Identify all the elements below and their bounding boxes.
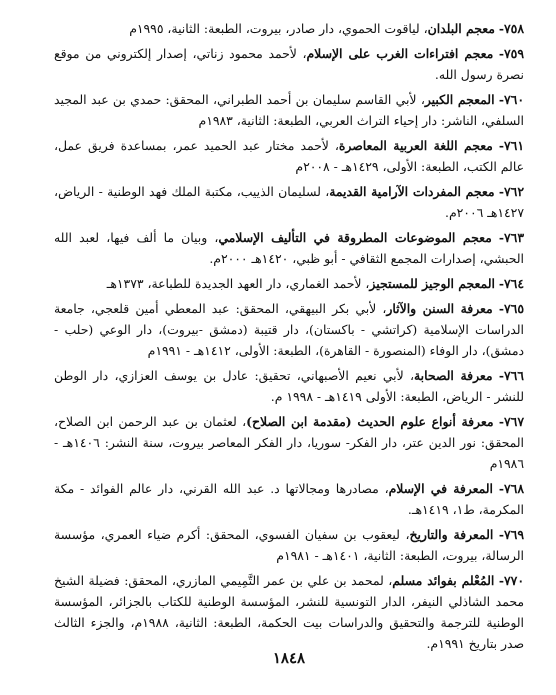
bibliography-entry — [54, 43, 524, 85]
entry-number: ٧٦٥- — [498, 301, 524, 316]
bibliography-entry — [54, 411, 524, 474]
bibliography-entry — [54, 18, 524, 39]
entry-number: ٧٦٣- — [498, 230, 524, 245]
entry-details: ، لأحمد محمود زناتي، إصدار إلكتروني من موقع نصرة رسول الله. — [54, 46, 524, 82]
entry-details: ، وبيان ما ألف فيها، لعبد الله الحبشي، إصدارات المجمع الثقافي - أبو ظبي، ١٤٢٠هـ ٢٠٠٠م. — [54, 230, 524, 266]
entry-title: المعرفة والتاريخ — [409, 527, 494, 542]
entry-details: ، مصادرها ومجالاتها د. عبد الله القرني، دار عالم الفوائد - مكة المكرمة، ط١، ١٤١٩هـ. — [54, 481, 524, 517]
entry-details: ، لمحمد بن علي بن عمر التَّمِيمي المازري، المحقق: فضيلة الشيخ محمد الشاذلي النيفر، الدار التونسية للنشر، المؤسسة الوطنية للكتاب بالجزائر، المؤسسة الوطنية للترجمة والتحقيق والدراسات بيت الحكمة، الطبعة: الثانية، ١٩٨٨م، والجزء الثالث صدر بتاريخ ١٩٩١م. — [54, 573, 524, 651]
entry-title: معرفة السنن والآثار — [386, 301, 493, 316]
entry-title: معجم افتراءات الغرب على الإسلام — [306, 46, 494, 61]
entry-number: ٧٦٧- — [498, 414, 524, 429]
entry-details: ، لياقوت الحموي، دار صادر، بيروت، الطبعة: الثانية، ١٩٩٥م — [129, 21, 428, 36]
entry-number: ٧٦٠- — [498, 92, 524, 107]
bibliography-entry — [54, 273, 524, 294]
bibliography-entry — [54, 298, 524, 361]
entry-title: المُعْلم بفوائد مسلم — [392, 573, 495, 588]
entry-details: ، لأبي القاسم سليمان بن أحمد الطبراني، المحقق: حمدي بن عبد المجيد السلفي، الناشر: دار إحياء التراث العربي، الطبعة: الثانية، ١٩٨٣م — [54, 92, 524, 128]
bibliography-entry — [54, 227, 524, 269]
entry-title: معجم اللغة العربية المعاصرة — [338, 138, 493, 153]
entry-title: معجم البلدان — [427, 21, 495, 36]
entry-number: ٧٦٨- — [498, 481, 524, 496]
bibliography-entry — [54, 181, 524, 223]
entry-title: معجم المفردات الآرامية القديمة — [329, 184, 495, 199]
entry-title: معرفة أنواع علوم الحديث (مقدمة ابن الصلاح) — [246, 414, 494, 429]
page-number: ١٨٤٨ — [272, 649, 306, 667]
entry-number: ٧٦٦- — [498, 368, 524, 383]
bibliography-entry — [54, 570, 524, 654]
bibliography-entry — [54, 135, 524, 177]
entry-title: معرفة الصحابة — [414, 368, 493, 383]
bibliography-list — [54, 18, 524, 654]
entry-number: ٧٧٠- — [498, 573, 524, 588]
entry-details: ، لأبي بكر البيهقي، المحقق: عبد المعطي أمين قلعجي، جامعة الدراسات الإسلامية (كراتشي - باكستان)، دار قتيبة (دمشق -بيروت)، دار الوعي (حلب - دمشق)، دار الوفاء (المنصورة - القاهرة)، الطبعة: الأولى، ١٤١٢هـ - ١٩٩١م — [54, 301, 524, 358]
bibliography-page — [54, 18, 524, 678]
entry-title: معجم الموضوعات المطروقة في التأليف الإسلامي — [218, 230, 492, 245]
entry-details: ، ليعقوب بن سفيان الفسوي، المحقق: أكرم ضياء العمري، مؤسسة الرسالة، بيروت، الطبعة: الثانية، ١٤٠١هـ - ١٩٨١م — [54, 527, 524, 563]
entry-number: ٧٦٢- — [498, 184, 524, 199]
entry-details: ، لسليمان الذييب، مكتبة الملك فهد الوطنية - الرياض، ١٤٢٧هـ ٢٠٠٦م. — [54, 184, 524, 220]
entry-number: ٧٥٩- — [498, 46, 524, 61]
entry-details: ، لأحمد مختار عبد الحميد عمر، بمساعدة فريق عمل، عالم الكتب، الطبعة: الأولى، ١٤٢٩هـ - ٢٠٠٨م — [54, 138, 524, 174]
entry-number: ٧٦٩- — [498, 527, 524, 542]
entry-title: المعجم الكبير — [424, 92, 495, 107]
entry-details: ، لعثمان بن عبد الرحمن ابن الصلاح، المحقق: نور الدين عتر، دار الفكر- سوريا، دار الفكر المعاصر بيروت، سنة النشر: ١٤٠٦هـ - ١٩٨٦م — [54, 414, 524, 471]
bibliography-entry — [54, 524, 524, 566]
entry-title: المعرفة في الإسلام — [388, 481, 493, 496]
entry-number: ٧٦٤- — [498, 276, 524, 291]
entry-details: ، لأبي نعيم الأصبهاني، تحقيق: عادل بن يوسف العزازي، دار الوطن للنشر - الرياض، الطبعة: الأولى ١٤١٩هـ - ١٩٩٨ م. — [54, 368, 524, 404]
bibliography-entry — [54, 89, 524, 131]
entry-number: ٧٥٨- — [498, 21, 524, 36]
entry-details: ، لأحمد الغماري، دار العهد الجديدة للطباعة، ١٣٧٣هـ — [106, 276, 370, 291]
entry-title: المعجم الوجيز للمستجيز — [369, 276, 495, 291]
bibliography-entry — [54, 365, 524, 407]
bibliography-entry — [54, 478, 524, 520]
entry-number: ٧٦١- — [498, 138, 524, 153]
